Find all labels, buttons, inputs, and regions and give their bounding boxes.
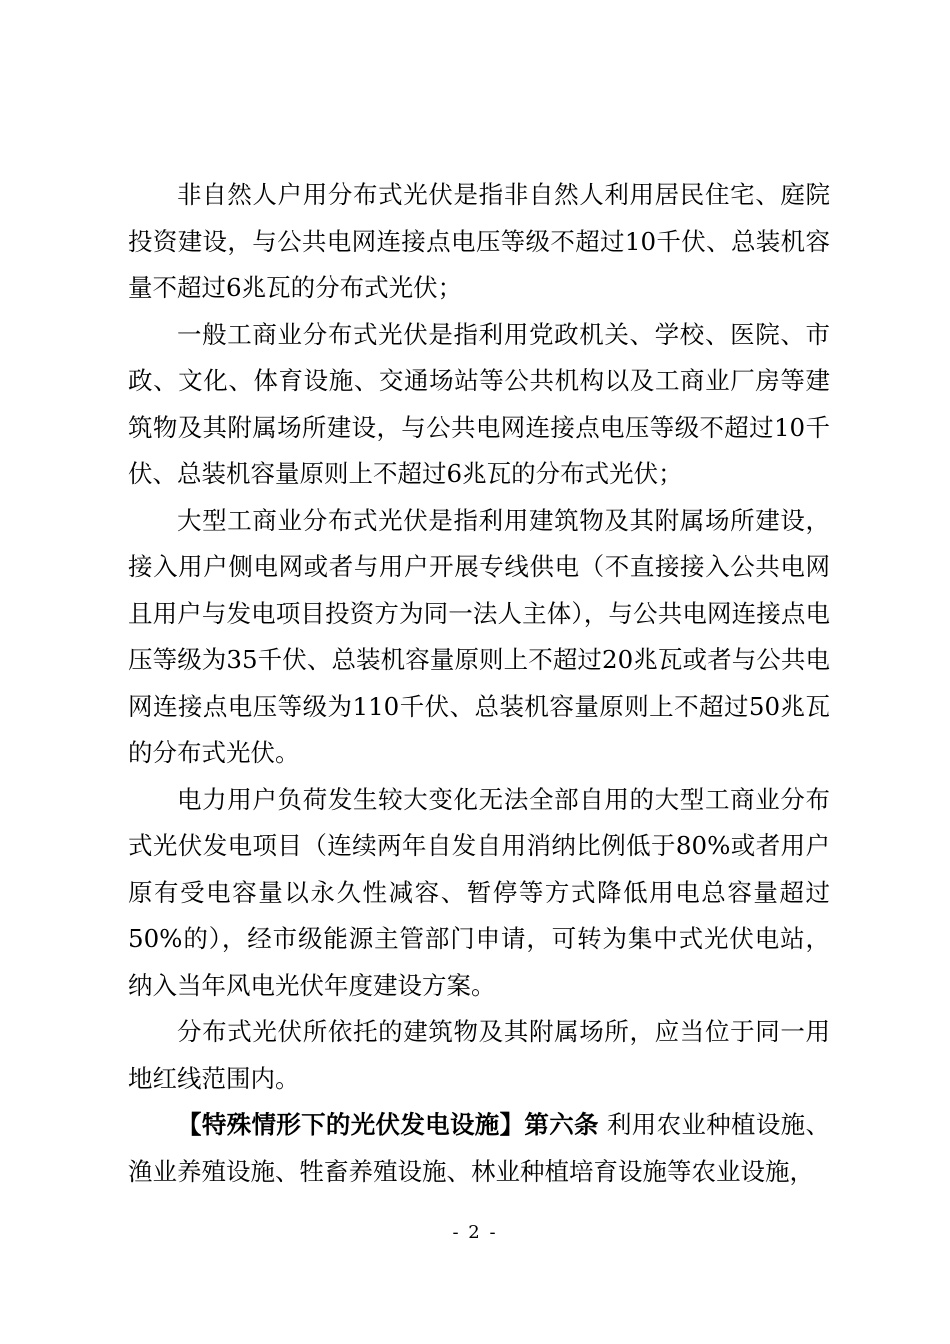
page-number: - 2 - <box>452 1222 498 1243</box>
paragraph-large-commercial-pv: 大型工商业分布式光伏是指利用建筑物及其附属场所建设，接入用户侧电网或者与用户开展专线供电（不直接接入公共电网且用户与发电项目投资方为同一法人主体），与公共电网连接点电压等级为35千伏、总装机容量原则上不超过20兆瓦或者与公共电网连接点电压等级为110千伏、总装机容量原则上不超过50兆瓦的分布式光伏。 <box>128 505 830 767</box>
article-six-text: 利用农业种植设施、渔业养殖设施、牲畜养殖设施、林业种植培育设施等农业设施， <box>128 1110 831 1186</box>
document-body <box>128 172 830 1195</box>
paragraph-non-natural-person-pv: 非自然人户用分布式光伏是指非自然人利用居民住宅、庭院投资建设，与公共电网连接点电压等级不超过10千伏、总装机容量不超过6兆瓦的分布式光伏； <box>128 180 830 302</box>
article-six-heading: 【特殊情形下的光伏发电设施】第六条 <box>177 1110 599 1139</box>
article-six-paragraph <box>128 1102 830 1195</box>
paragraph-red-line-scope: 分布式光伏所依托的建筑物及其附属场所，应当位于同一用地红线范围内。 <box>128 1017 830 1093</box>
paragraph-load-change-conversion: 电力用户负荷发生较大变化无法全部自用的大型工商业分布式光伏发电项目（连续两年自发自用消纳比例低于80%或者用户原有受电容量以永久性减容、暂停等方式降低用电总容量超过50%的），经市级能源主管部门申请，可转为集中式光伏电站，纳入当年风电光伏年度建设方案。 <box>128 784 830 1000</box>
paragraph-general-commercial-pv: 一般工商业分布式光伏是指利用党政机关、学校、医院、市政、文化、体育设施、交通场站等公共机构以及工商业厂房等建筑物及其附属场所建设，与公共电网连接点电压等级不超过10千伏、总装机容量原则上不超过6兆瓦的分布式光伏； <box>128 319 830 488</box>
